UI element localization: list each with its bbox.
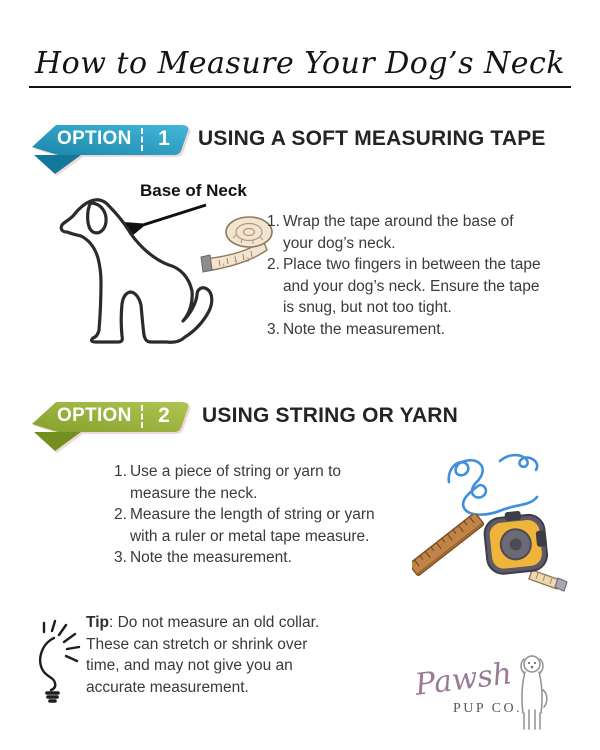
list-item — [267, 211, 545, 254]
dog-outline-icon — [54, 194, 216, 344]
step-text: Place two fingers in between the tape and your dog’s neck. Ensure the tape is snug, but not too tight. — [282, 256, 541, 316]
step-text: Note the measurement. — [282, 320, 445, 338]
option2-badge-label: OPTION — [57, 405, 132, 426]
badge-divider — [141, 405, 143, 428]
option1-badge-number: 1 — [158, 127, 170, 150]
dog-sketch-icon — [512, 652, 552, 732]
step-text: Note the measurement. — [129, 549, 292, 566]
page-title: How to Measure Your Dog’s Neck — [29, 46, 571, 88]
list-item — [267, 254, 545, 319]
step-text: Measure the length of string or yarn with a ruler or metal tape measure. — [129, 506, 375, 545]
svg-text:3: 3 — [246, 258, 250, 264]
list-item — [114, 461, 392, 504]
step-text: Use a piece of string or yarn to measure the neck. — [129, 463, 342, 502]
list-item — [114, 547, 392, 569]
option1-badge — [24, 119, 194, 177]
option1-badge-label: OPTION — [57, 128, 132, 149]
step-number: 3. — [267, 320, 280, 338]
option1-heading: USING A SOFT MEASURING TAPE — [198, 127, 546, 150]
list-item — [267, 319, 545, 341]
step-number: 2. — [114, 506, 127, 523]
option2-steps — [114, 461, 392, 569]
step-number: 1. — [114, 463, 127, 480]
metal-tape-measure-icon — [474, 508, 569, 593]
step-number: 1. — [267, 213, 280, 230]
step-text: Wrap the tape around the base of your dog’s neck. — [282, 213, 514, 252]
logo-subtext: PUP CO. — [453, 701, 523, 716]
step-number: 3. — [114, 549, 127, 566]
option1-steps — [267, 211, 545, 340]
svg-text:1: 1 — [222, 264, 226, 270]
logo-wordmark: Pawsh — [413, 656, 514, 703]
option2-badge — [24, 396, 194, 454]
option2-badge-number: 2 — [158, 404, 170, 427]
option2-heading: USING STRING OR YARN — [202, 404, 459, 427]
tip-body: : Do not measure an old collar. These can stretch or shrink over time, and may not give you an accurate measurement. — [86, 614, 320, 696]
list-item — [114, 504, 392, 547]
step-number: 2. — [267, 256, 280, 273]
title-row — [0, 46, 600, 88]
lightbulb-icon — [30, 618, 86, 704]
svg-text:2: 2 — [234, 261, 238, 267]
tip-text — [86, 612, 338, 698]
badge-divider — [141, 128, 143, 151]
tip-label: Tip — [86, 614, 109, 631]
base-of-neck-label: Base of Neck — [140, 181, 247, 200]
